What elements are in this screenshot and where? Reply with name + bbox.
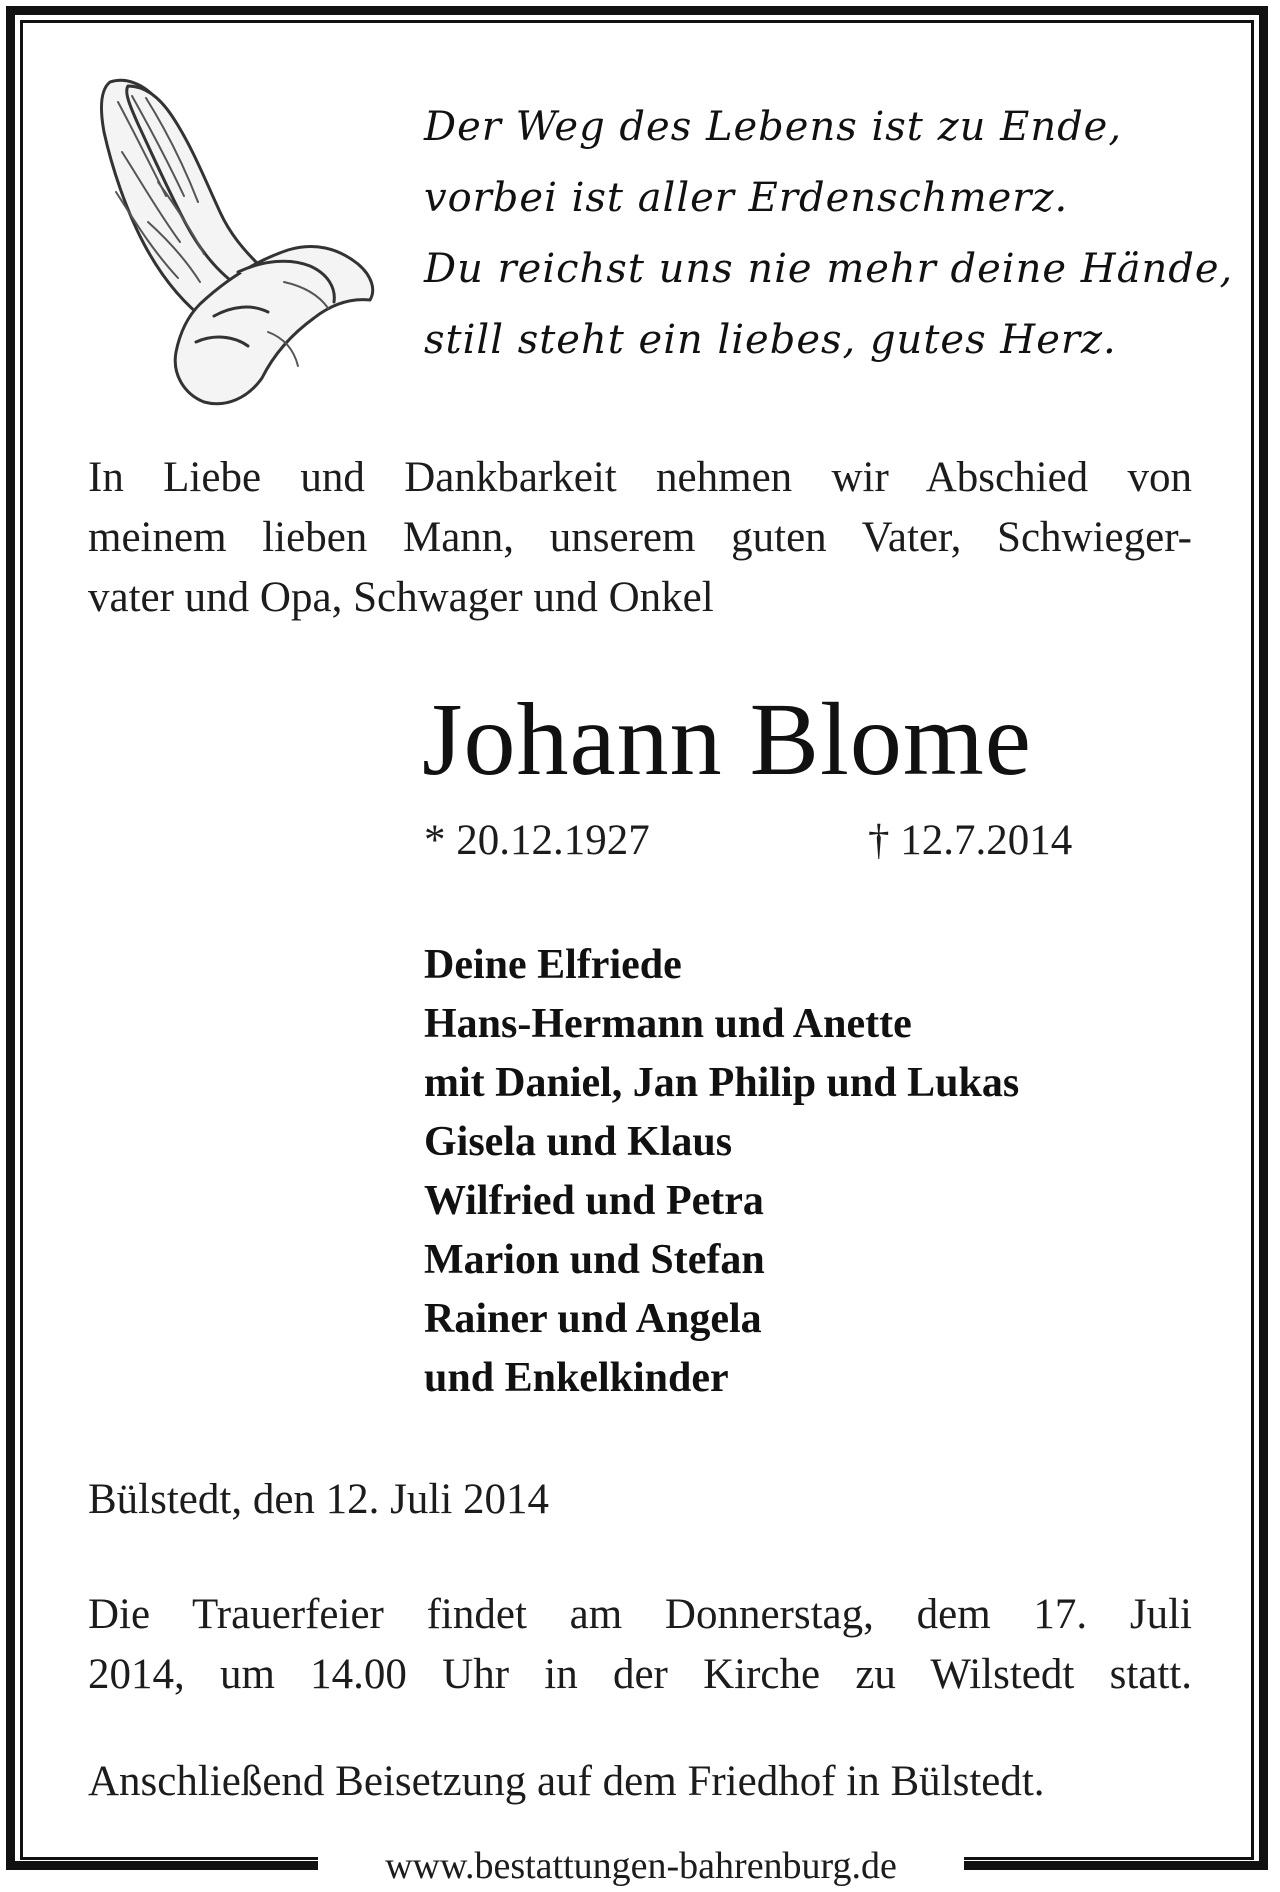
family-member: mit Daniel, Jan Philip und Lukas	[424, 1060, 1020, 1106]
death-date: † 12.7.2014	[868, 817, 1073, 864]
praying-hands-icon	[88, 72, 378, 412]
place-date: Bülstedt, den 12. Juli 2014	[88, 1476, 550, 1523]
website-link[interactable]: www.bestattungen-bahrenburg.de	[318, 1840, 964, 1892]
family-member: Rainer und Angela	[424, 1296, 762, 1342]
poem-line: still steht ein liebes, gutes Herz.	[424, 317, 1117, 363]
family-member: Hans-Hermann und Anette	[424, 1001, 912, 1047]
poem-line: Der Weg des Lebens ist zu Ende,	[424, 104, 1123, 150]
poem-line: vorbei ist aller Erdenschmerz.	[424, 175, 1069, 221]
family-member: Gisela und Klaus	[424, 1119, 733, 1165]
poem	[424, 92, 1234, 376]
deceased-name: Johann Blome	[422, 682, 1032, 797]
intro-line: vater und Opa, Schwager und Onkel	[88, 574, 714, 621]
intro-text	[88, 448, 1192, 628]
life-dates	[424, 816, 1104, 876]
ceremony-line: 2014, um 14.00 Uhr in der Kirche zu Wilstedt statt.	[88, 1651, 1192, 1698]
ceremony-text	[88, 1585, 1192, 1705]
family-member: Marion und Stefan	[424, 1237, 765, 1283]
intro-line: meinem lieben Mann, unserem guten Vater, Schwieger-	[88, 514, 1192, 561]
poem-line: Du reichst uns nie mehr deine Hände,	[424, 246, 1234, 292]
birth-date: * 20.12.1927	[424, 817, 650, 864]
family-member: Deine Elfriede	[424, 942, 682, 988]
family-member: und Enkelkinder	[424, 1355, 729, 1401]
burial-text: Anschließend Beisetzung auf dem Friedhof in Bülstedt.	[88, 1758, 1045, 1805]
intro-line: In Liebe und Dankbarkeit nehmen wir Abschied von	[88, 454, 1192, 501]
family-member: Wilfried und Petra	[424, 1178, 764, 1224]
family-list	[424, 936, 1019, 1408]
ceremony-line: Die Trauerfeier findet am Donnerstag, dem 17. Juli	[88, 1591, 1192, 1638]
